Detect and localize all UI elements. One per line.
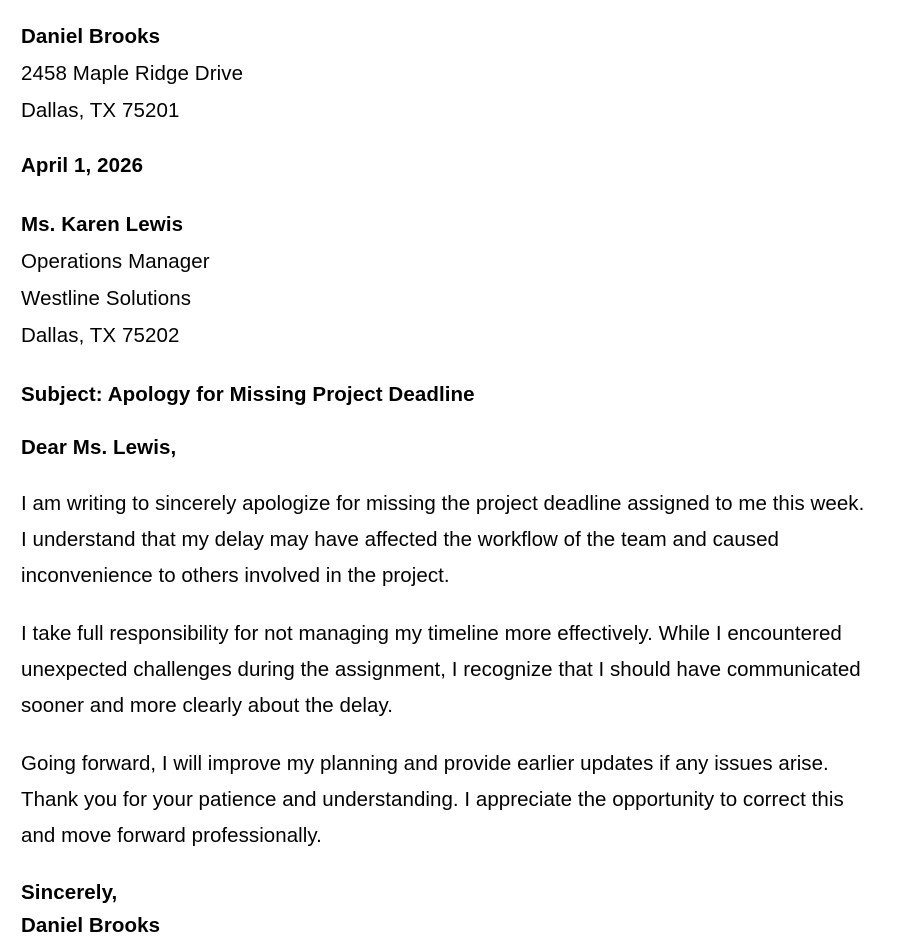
closing-block <box>21 876 860 942</box>
letter-date: April 1, 2026 <box>21 154 144 177</box>
body-paragraph: Going forward, I will improve my planning and provide earlier updates if any issues arise. Thank you for your patience and understanding. I appreciate the opportunity to correct this and move forward professionally. <box>21 752 844 847</box>
body-paragraph: I am writing to sincerely apologize for missing the project deadline assigned to me this week. I understand that my delay may have affected the workflow of the team and caused inconvenience to others involved in the project. <box>21 492 865 587</box>
salutation: Dear Ms. Lewis, <box>21 436 177 459</box>
recipient-name: Ms. Karen Lewis <box>21 213 184 236</box>
valediction: Sincerely, <box>21 881 118 904</box>
sender-city-state-zip: Dallas, TX 75201 <box>21 99 180 122</box>
sender-address-block <box>21 18 860 129</box>
body-paragraph: I take full responsibility for not managing my timeline more effectively. While I encountered unexpected challenges during the assignment, I recognize that I should have communicated sooner and more clearly about the delay. <box>21 622 861 717</box>
recipient-company: Westline Solutions <box>21 287 192 310</box>
recipient-title: Operations Manager <box>21 250 210 273</box>
recipient-city-state-zip: Dallas, TX 75202 <box>21 324 180 347</box>
subject-line: Subject: Apology for Missing Project Deadline <box>21 383 475 406</box>
recipient-address-block <box>21 206 860 354</box>
sender-name: Daniel Brooks <box>21 25 161 48</box>
sender-street: 2458 Maple Ridge Drive <box>21 62 244 85</box>
signature-name: Daniel Brooks <box>21 914 161 937</box>
